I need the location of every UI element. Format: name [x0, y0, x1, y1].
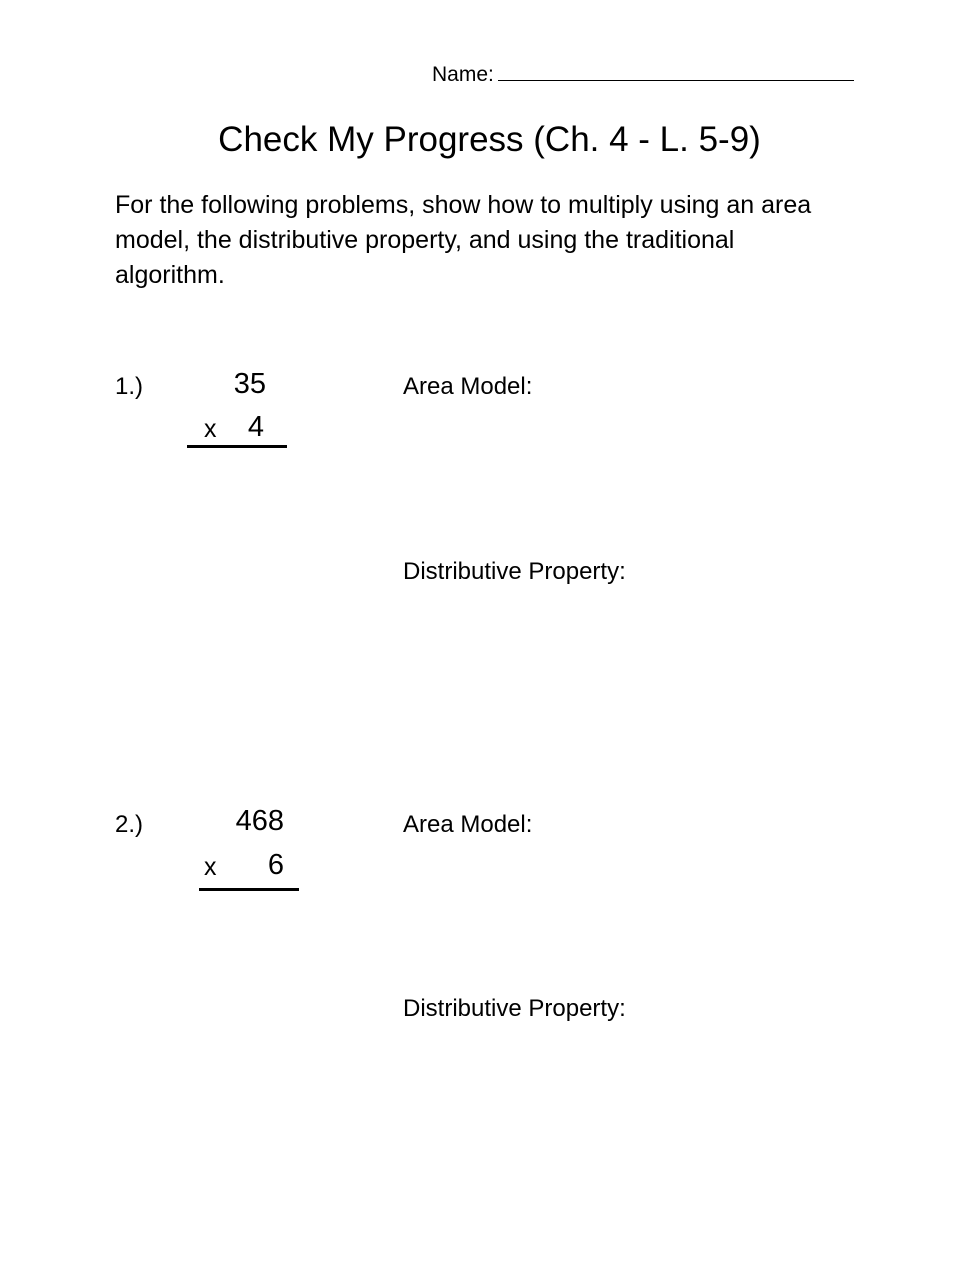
problem-1-number: 1.) — [115, 373, 144, 400]
problem-1-area-model-label: Area Model: — [403, 373, 533, 400]
problem-1-distributive-label: Distributive Property: — [403, 558, 626, 585]
problem-1-multiplier: 4 — [247, 411, 264, 443]
name-label: Name: — [432, 63, 494, 86]
name-field — [432, 60, 854, 88]
problem-1-multiplicand: 35 — [233, 368, 266, 400]
problem-2-underline — [199, 888, 299, 891]
problem-1-underline — [187, 445, 287, 448]
page-title: Check My Progress (Ch. 4 - L. 5-9) — [218, 120, 761, 159]
problem-1-operator: x — [204, 415, 217, 443]
problem-2-operator: x — [204, 853, 217, 881]
instructions-line-1: For the following problems, show how to multiply using an area — [115, 191, 812, 219]
problem-2-multiplier: 6 — [267, 849, 284, 881]
problem-2-distributive-label: Distributive Property: — [403, 995, 626, 1022]
name-blank-line[interactable] — [498, 60, 854, 81]
instructions-line-2: model, the distributive property, and using the traditional — [115, 226, 735, 254]
instructions-line-3: algorithm. — [115, 261, 225, 289]
problem-2-multiplicand: 468 — [235, 805, 284, 837]
problem-2-area-model-label: Area Model: — [403, 811, 533, 838]
instructions — [115, 188, 875, 293]
problem-2-number: 2.) — [115, 811, 144, 838]
